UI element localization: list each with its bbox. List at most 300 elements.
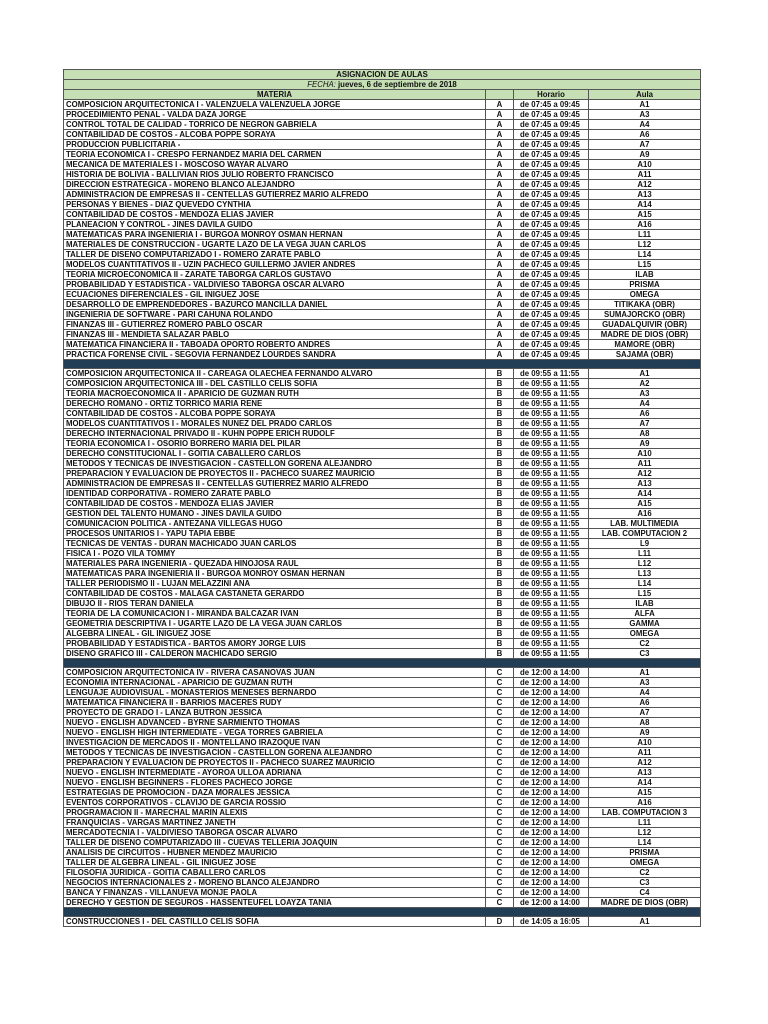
- cell-grp: C: [486, 728, 514, 738]
- cell-materia: MATERIALES PARA INGENIERIA - QUEZADA HINOJOSA RAUL: [64, 559, 486, 569]
- cell-hor: de 12:00 a 14:00: [514, 818, 589, 828]
- cell-aula: A1: [589, 917, 701, 927]
- table-row: [64, 768, 701, 778]
- cell-grp: A: [486, 160, 514, 170]
- cell-hor: de 09:55 a 11:55: [514, 629, 589, 639]
- cell-aula: OMEGA: [589, 858, 701, 868]
- cell-materia: MATEMATICAS PARA INGENIERIA II - BURGOA MONROY OSMAN HERNAN: [64, 569, 486, 579]
- table-row: [64, 469, 701, 479]
- cell-hor: de 07:45 a 09:45: [514, 250, 589, 260]
- table-row: [64, 260, 701, 270]
- table-row: [64, 559, 701, 569]
- table-row: [64, 330, 701, 340]
- cell-hor: de 09:55 a 11:55: [514, 579, 589, 589]
- cell-hor: de 12:00 a 14:00: [514, 748, 589, 758]
- date-cell: [64, 80, 701, 90]
- table-row: [64, 878, 701, 888]
- table-row: [64, 728, 701, 738]
- cell-hor: de 12:00 a 14:00: [514, 868, 589, 878]
- cell-hor: de 07:45 a 09:45: [514, 220, 589, 230]
- table-row: [64, 778, 701, 788]
- cell-aula: A15: [589, 788, 701, 798]
- table-row: [64, 489, 701, 499]
- cell-aula: GAMMA: [589, 619, 701, 629]
- cell-materia: GESTION DEL TALENTO HUMANO - JINES DAVILA GUIDO: [64, 509, 486, 519]
- table-row: [64, 449, 701, 459]
- cell-aula: A14: [589, 200, 701, 210]
- cell-hor: de 12:00 a 14:00: [514, 788, 589, 798]
- cell-materia: FINANZAS III - MENDIETA SALAZAR PABLO: [64, 330, 486, 340]
- header-grupo: [486, 90, 514, 100]
- cell-materia: DIBUJO II - RIOS TERAN DANIELA: [64, 599, 486, 609]
- cell-materia: TALLER PERIODISMO II - LUJAN MELAZZINI ANA: [64, 579, 486, 589]
- cell-hor: de 09:55 a 11:55: [514, 599, 589, 609]
- table-row: [64, 529, 701, 539]
- cell-materia: CONTROL TOTAL DE CALIDAD - TORRICO DE NEGRON GABRIELA: [64, 120, 486, 130]
- cell-aula: ILAB: [589, 270, 701, 280]
- cell-hor: de 09:55 a 11:55: [514, 429, 589, 439]
- cell-aula: A1: [589, 668, 701, 678]
- cell-grp: B: [486, 369, 514, 379]
- cell-materia: TEORIA MACROECONOMICA II - APARICIO DE GUZMAN RUTH: [64, 389, 486, 399]
- cell-aula: A11: [589, 459, 701, 469]
- cell-aula: C4: [589, 888, 701, 898]
- cell-materia: CONTABILIDAD DE COSTOS - MENDOZA ELIAS JAVIER: [64, 210, 486, 220]
- table-row: [64, 479, 701, 489]
- table-row: [64, 888, 701, 898]
- cell-hor: de 12:00 a 14:00: [514, 778, 589, 788]
- cell-materia: PROBABILIDAD Y ESTADISTICA - BARTOS AMORY JORGE LUIS: [64, 639, 486, 649]
- cell-aula: C2: [589, 639, 701, 649]
- cell-grp: A: [486, 140, 514, 150]
- cell-grp: C: [486, 778, 514, 788]
- cell-aula: ALFA: [589, 609, 701, 619]
- cell-materia: ECUACIONES DIFERENCIALES - GIL INIGUEZ JOSE: [64, 290, 486, 300]
- title-row: [64, 70, 701, 80]
- cell-grp: C: [486, 678, 514, 688]
- cell-materia: ADMINISTRACION DE EMPRESAS II - CENTELLAS GUTIERREZ MARIO ALFREDO: [64, 190, 486, 200]
- cell-hor: de 09:55 a 11:55: [514, 419, 589, 429]
- cell-hor: de 12:00 a 14:00: [514, 728, 589, 738]
- cell-aula: C3: [589, 649, 701, 659]
- cell-grp: C: [486, 848, 514, 858]
- cell-aula: PRISMA: [589, 280, 701, 290]
- cell-materia: HISTORIA DE BOLIVIA - BALLIVIAN RIOS JULIO ROBERTO FRANCISCO: [64, 170, 486, 180]
- cell-grp: C: [486, 758, 514, 768]
- table-row: [64, 439, 701, 449]
- cell-hor: de 07:45 a 09:45: [514, 200, 589, 210]
- cell-aula: A13: [589, 190, 701, 200]
- cell-grp: B: [486, 399, 514, 409]
- table-row: [64, 509, 701, 519]
- cell-grp: A: [486, 230, 514, 240]
- cell-materia: INVESTIGACION DE MERCADOS II - MONTELLANO IRAZOQUE IVAN: [64, 738, 486, 748]
- cell-aula: L11: [589, 230, 701, 240]
- cell-hor: de 12:00 a 14:00: [514, 668, 589, 678]
- cell-hor: de 12:00 a 14:00: [514, 708, 589, 718]
- cell-grp: B: [486, 409, 514, 419]
- cell-hor: de 07:45 a 09:45: [514, 110, 589, 120]
- cell-hor: de 07:45 a 09:45: [514, 280, 589, 290]
- cell-grp: C: [486, 768, 514, 778]
- table-row: [64, 619, 701, 629]
- table-row: [64, 569, 701, 579]
- cell-aula: MADRE DE DIOS (OBR): [589, 330, 701, 340]
- cell-materia: FISICA I - POZO VILA TOMMY: [64, 549, 486, 559]
- cell-aula: C2: [589, 868, 701, 878]
- cell-grp: B: [486, 489, 514, 499]
- cell-hor: de 09:55 a 11:55: [514, 649, 589, 659]
- cell-hor: de 12:00 a 14:00: [514, 898, 589, 908]
- cell-grp: B: [486, 529, 514, 539]
- cell-materia: CONTABILIDAD DE COSTOS - MENDOZA ELIAS JAVIER: [64, 499, 486, 509]
- cell-materia: MATEMATICA FINANCIERA II - BARRIOS MACERES RUDY: [64, 698, 486, 708]
- cell-grp: C: [486, 818, 514, 828]
- cell-materia: COMUNICACION POLITICA - ANTEZANA VILLEGAS HUGO: [64, 519, 486, 529]
- cell-grp: B: [486, 479, 514, 489]
- cell-hor: de 12:00 a 14:00: [514, 718, 589, 728]
- date-label: FECHA:: [307, 80, 336, 89]
- cell-aula: L11: [589, 818, 701, 828]
- cell-hor: de 09:55 a 11:55: [514, 459, 589, 469]
- cell-materia: DESARROLLO DE EMPRENDEDORES - BAZURCO MANCILLA DANIEL: [64, 300, 486, 310]
- table-row: [64, 459, 701, 469]
- cell-aula: A14: [589, 489, 701, 499]
- table-row: [64, 917, 701, 927]
- cell-grp: C: [486, 668, 514, 678]
- cell-materia: METODOS Y TECNICAS DE INVESTIGACION - CASTELLON GORENA ALEJANDRO: [64, 459, 486, 469]
- cell-hor: de 12:00 a 14:00: [514, 838, 589, 848]
- cell-grp: A: [486, 210, 514, 220]
- cell-materia: MECANICA DE MATERIALES I - MOSCOSO WAYAR ALVARO: [64, 160, 486, 170]
- header-materia: MATERIA: [64, 90, 486, 100]
- cell-aula: L11: [589, 549, 701, 559]
- table-row: [64, 220, 701, 230]
- cell-grp: A: [486, 180, 514, 190]
- cell-hor: de 07:45 a 09:45: [514, 290, 589, 300]
- cell-aula: A4: [589, 120, 701, 130]
- cell-aula: C3: [589, 878, 701, 888]
- cell-hor: de 09:55 a 11:55: [514, 449, 589, 459]
- cell-materia: FRANQUICIAS - VARGAS MARTINEZ JANETH: [64, 818, 486, 828]
- cell-hor: de 09:55 a 11:55: [514, 439, 589, 449]
- cell-grp: A: [486, 250, 514, 260]
- cell-aula: L9: [589, 539, 701, 549]
- cell-grp: A: [486, 190, 514, 200]
- cell-hor: de 07:45 a 09:45: [514, 100, 589, 110]
- cell-materia: CONTABILIDAD DE COSTOS - ALCOBA POPPE SORAYA: [64, 130, 486, 140]
- cell-grp: C: [486, 828, 514, 838]
- cell-hor: de 07:45 a 09:45: [514, 260, 589, 270]
- cell-grp: A: [486, 170, 514, 180]
- table-row: [64, 250, 701, 260]
- table-row: [64, 230, 701, 240]
- cell-grp: C: [486, 888, 514, 898]
- cell-grp: B: [486, 449, 514, 459]
- cell-materia: PROGRAMACION II - MARECHAL MARIN ALEXIS: [64, 808, 486, 818]
- table-row: [64, 180, 701, 190]
- table-row: [64, 589, 701, 599]
- cell-materia: COMPOSICION ARQUITECTONICA II - CAREAGA OLAECHEA FERNANDO ALVARO: [64, 369, 486, 379]
- cell-materia: MODELOS CUANTITATIVOS II - UZIN PACHECO GUILLERMO JAVIER ANDRES: [64, 260, 486, 270]
- cell-materia: DERECHO INTERNACIONAL PRIVADO II - KUHN POPPE ERICH RUDOLF: [64, 429, 486, 439]
- cell-materia: INGENIERIA DE SOFTWARE - PARI CAHUNA ROLANDO: [64, 310, 486, 320]
- cell-materia: PLANEACION Y CONTROL - JINES DAVILA GUIDO: [64, 220, 486, 230]
- cell-materia: TALLER DE DISENO COMPUTARIZADO I - ROMERO ZARATE PABLO: [64, 250, 486, 260]
- table-row: [64, 340, 701, 350]
- cell-aula: OMEGA: [589, 290, 701, 300]
- cell-materia: MODELOS CUANTITATIVOS I - MORALES NUNEZ DEL PRADO CARLOS: [64, 419, 486, 429]
- cell-grp: B: [486, 599, 514, 609]
- cell-grp: B: [486, 429, 514, 439]
- cell-aula: L12: [589, 240, 701, 250]
- cell-hor: de 12:00 a 14:00: [514, 678, 589, 688]
- cell-hor: de 07:45 a 09:45: [514, 170, 589, 180]
- table-row: [64, 140, 701, 150]
- block-separator-bar: [64, 908, 701, 917]
- block-separator: [64, 908, 701, 917]
- cell-hor: de 09:55 a 11:55: [514, 569, 589, 579]
- cell-aula: A7: [589, 140, 701, 150]
- cell-materia: METODOS Y TECNICAS DE INVESTIGACION - CASTELLON GORENA ALEJANDRO: [64, 748, 486, 758]
- table-row: [64, 808, 701, 818]
- cell-hor: de 12:00 a 14:00: [514, 768, 589, 778]
- cell-hor: de 09:55 a 11:55: [514, 589, 589, 599]
- cell-hor: de 09:55 a 11:55: [514, 499, 589, 509]
- table-row: [64, 649, 701, 659]
- cell-grp: A: [486, 150, 514, 160]
- cell-aula: L12: [589, 559, 701, 569]
- cell-grp: B: [486, 639, 514, 649]
- table-row: [64, 210, 701, 220]
- table-row: [64, 688, 701, 698]
- cell-grp: B: [486, 609, 514, 619]
- table-row: [64, 130, 701, 140]
- cell-grp: A: [486, 350, 514, 360]
- aulas-table-body: [64, 70, 701, 927]
- cell-aula: MAMORE (OBR): [589, 340, 701, 350]
- cell-hor: de 07:45 a 09:45: [514, 330, 589, 340]
- cell-aula: ILAB: [589, 599, 701, 609]
- cell-grp: B: [486, 439, 514, 449]
- cell-aula: A8: [589, 718, 701, 728]
- cell-materia: PROBABILIDAD Y ESTADISTICA - VALDIVIESO TABORGA OSCAR ALVARO: [64, 280, 486, 290]
- cell-grp: A: [486, 110, 514, 120]
- cell-hor: de 09:55 a 11:55: [514, 409, 589, 419]
- cell-grp: B: [486, 589, 514, 599]
- cell-materia: TECNICAS DE VENTAS - DURAN MACHICADO JUAN CARLOS: [64, 539, 486, 549]
- table-row: [64, 170, 701, 180]
- cell-grp: B: [486, 419, 514, 429]
- table-row: [64, 270, 701, 280]
- cell-hor: de 07:45 a 09:45: [514, 150, 589, 160]
- cell-materia: TALLER DE ALGEBRA LINEAL - GIL INIGUEZ JOSE: [64, 858, 486, 868]
- cell-aula: A2: [589, 379, 701, 389]
- cell-grp: B: [486, 519, 514, 529]
- cell-materia: MERCADOTECNIA I - VALDIVIESO TABORGA OSCAR ALVARO: [64, 828, 486, 838]
- cell-hor: de 12:00 a 14:00: [514, 828, 589, 838]
- table-row: [64, 290, 701, 300]
- cell-hor: de 07:45 a 09:45: [514, 320, 589, 330]
- cell-hor: de 14:05 a 16:05: [514, 917, 589, 927]
- cell-aula: L14: [589, 838, 701, 848]
- cell-materia: PREPARACION Y EVALUACION DE PROYECTOS II - PACHECO SUAREZ MAURICIO: [64, 758, 486, 768]
- cell-grp: A: [486, 340, 514, 350]
- cell-grp: C: [486, 878, 514, 888]
- cell-materia: TEORIA ECONOMICA I - OSORIO BORRERO MARIA DEL PILAR: [64, 439, 486, 449]
- cell-hor: de 07:45 a 09:45: [514, 340, 589, 350]
- cell-materia: NUEVO - ENGLISH INTERMEDIATE - AYOROA ULLOA ADRIANA: [64, 768, 486, 778]
- cell-grp: B: [486, 549, 514, 559]
- table-row: [64, 310, 701, 320]
- table-row: [64, 708, 701, 718]
- cell-grp: C: [486, 808, 514, 818]
- cell-aula: A8: [589, 429, 701, 439]
- cell-grp: A: [486, 330, 514, 340]
- cell-materia: PERSONAS Y BIENES - DIAZ QUEVEDO CYNTHIA: [64, 200, 486, 210]
- table-row: [64, 519, 701, 529]
- table-row: [64, 738, 701, 748]
- cell-hor: de 07:45 a 09:45: [514, 210, 589, 220]
- cell-hor: de 09:55 a 11:55: [514, 389, 589, 399]
- cell-aula: L15: [589, 260, 701, 270]
- cell-aula: A1: [589, 100, 701, 110]
- table-row: [64, 868, 701, 878]
- cell-hor: de 09:55 a 11:55: [514, 639, 589, 649]
- cell-materia: PRACTICA FORENSE CIVIL - SEGOVIA FERNANDEZ LOURDES SANDRA: [64, 350, 486, 360]
- table-row: [64, 639, 701, 649]
- cell-aula: A9: [589, 439, 701, 449]
- cell-materia: DIRECCION ESTRATEGICA - MORENO BLANCO ALEJANDRO: [64, 180, 486, 190]
- cell-materia: COMPOSICION ARQUITECTONICA I - VALENZUELA VALENZUELA JORGE: [64, 100, 486, 110]
- cell-grp: A: [486, 270, 514, 280]
- cell-hor: de 09:55 a 11:55: [514, 369, 589, 379]
- cell-hor: de 07:45 a 09:45: [514, 230, 589, 240]
- cell-grp: C: [486, 788, 514, 798]
- cell-aula: L14: [589, 579, 701, 589]
- cell-materia: PROCEDIMIENTO PENAL - VALDA DAZA JORGE: [64, 110, 486, 120]
- cell-grp: B: [486, 629, 514, 639]
- cell-grp: C: [486, 718, 514, 728]
- table-row: [64, 350, 701, 360]
- cell-hor: de 12:00 a 14:00: [514, 698, 589, 708]
- table-row: [64, 698, 701, 708]
- table-row: [64, 190, 701, 200]
- cell-grp: B: [486, 649, 514, 659]
- table-row: [64, 788, 701, 798]
- cell-materia: PROYECTO DE GRADO I - LANZA BUTRON JESSICA: [64, 708, 486, 718]
- cell-grp: A: [486, 320, 514, 330]
- cell-materia: BANCA Y FINANZAS - VILLANUEVA MONJE PAOLA: [64, 888, 486, 898]
- cell-hor: de 07:45 a 09:45: [514, 140, 589, 150]
- date-value: jueves, 6 de septiembre de 2018: [338, 80, 457, 89]
- cell-materia: MATEMATICAS PARA INGENIERIA I - BURGOA MONROY OSMAN HERNAN: [64, 230, 486, 240]
- table-row: [64, 599, 701, 609]
- block-separator: [64, 360, 701, 369]
- table-row: [64, 848, 701, 858]
- cell-hor: de 07:45 a 09:45: [514, 240, 589, 250]
- table-row: [64, 160, 701, 170]
- table-row: [64, 150, 701, 160]
- cell-materia: PREPARACION Y EVALUACION DE PROYECTOS II - PACHECO SUAREZ MAURICIO: [64, 469, 486, 479]
- cell-materia: COMPOSICION ARQUITECTONICA IV - RIVERA CASANOVAS JUAN: [64, 668, 486, 678]
- cell-materia: DERECHO Y GESTION DE SEGUROS - HASSENTEUFEL LOAYZA TANIA: [64, 898, 486, 908]
- cell-materia: TEORIA ECONOMICA I - CRESPO FERNANDEZ MARIA DEL CARMEN: [64, 150, 486, 160]
- table-row: [64, 609, 701, 619]
- cell-aula: A4: [589, 688, 701, 698]
- block-separator-bar: [64, 659, 701, 668]
- cell-aula: A15: [589, 499, 701, 509]
- aulas-table: [63, 69, 701, 927]
- cell-hor: de 09:55 a 11:55: [514, 549, 589, 559]
- cell-hor: de 07:45 a 09:45: [514, 130, 589, 140]
- cell-aula: LAB. MULTIMEDIA: [589, 519, 701, 529]
- cell-materia: PRODUCCION PUBLICITARIA -: [64, 140, 486, 150]
- table-row: [64, 838, 701, 848]
- cell-aula: L15: [589, 589, 701, 599]
- sheet-title: ASIGNACION DE AULAS: [64, 70, 701, 80]
- cell-aula: A16: [589, 509, 701, 519]
- cell-grp: B: [486, 539, 514, 549]
- cell-hor: de 12:00 a 14:00: [514, 758, 589, 768]
- cell-hor: de 12:00 a 14:00: [514, 858, 589, 868]
- cell-aula: A9: [589, 150, 701, 160]
- table-row: [64, 389, 701, 399]
- cell-hor: de 12:00 a 14:00: [514, 888, 589, 898]
- cell-materia: TALLER DE DISENO COMPUTARIZADO III - CUEVAS TELLERIA JOAQUIN: [64, 838, 486, 848]
- cell-materia: MATEMATICA FINANCIERA II - TABOADA OPORTO ROBERTO ANDRES: [64, 340, 486, 350]
- table-row: [64, 549, 701, 559]
- cell-materia: ESTRATEGIAS DE PROMOCION - DAZA MORALES JESSICA: [64, 788, 486, 798]
- cell-aula: LAB. COMPUTACION 2: [589, 529, 701, 539]
- cell-hor: de 12:00 a 14:00: [514, 798, 589, 808]
- header-horario: Horario: [514, 90, 589, 100]
- cell-materia: LENGUAJE AUDIOVISUAL - MONASTERIOS MENESES BERNARDO: [64, 688, 486, 698]
- cell-materia: CONTABILIDAD DE COSTOS - MALAGA CASTANETA GERARDO: [64, 589, 486, 599]
- cell-materia: NUEVO - ENGLISH BEGINNERS - FLORES PACHECO JORGE: [64, 778, 486, 788]
- cell-hor: de 12:00 a 14:00: [514, 848, 589, 858]
- table-row: [64, 539, 701, 549]
- cell-aula: A16: [589, 798, 701, 808]
- table-row: [64, 758, 701, 768]
- cell-aula: A6: [589, 698, 701, 708]
- cell-hor: de 09:55 a 11:55: [514, 609, 589, 619]
- cell-materia: CONTABILIDAD DE COSTOS - ALCOBA POPPE SORAYA: [64, 409, 486, 419]
- cell-grp: A: [486, 260, 514, 270]
- cell-grp: B: [486, 459, 514, 469]
- table-row: [64, 429, 701, 439]
- cell-materia: MATERIALES DE CONSTRUCCION - UGARTE LAZO DE LA VEGA JUAN CARLOS: [64, 240, 486, 250]
- table-row: [64, 379, 701, 389]
- cell-materia: TEORIA MICROECONOMICA II - ZARATE TABORGA CARLOS GUSTAVO: [64, 270, 486, 280]
- cell-materia: DISENO GRAFICO III - CALDERON MACHICADO SERGIO: [64, 649, 486, 659]
- table-row: [64, 110, 701, 120]
- cell-aula: A9: [589, 728, 701, 738]
- cell-aula: A12: [589, 469, 701, 479]
- cell-aula: A11: [589, 170, 701, 180]
- cell-aula: A11: [589, 748, 701, 758]
- cell-grp: C: [486, 798, 514, 808]
- cell-grp: B: [486, 469, 514, 479]
- cell-grp: A: [486, 310, 514, 320]
- column-header-row: [64, 90, 701, 100]
- cell-hor: de 09:55 a 11:55: [514, 379, 589, 389]
- table-row: [64, 858, 701, 868]
- cell-hor: de 09:55 a 11:55: [514, 479, 589, 489]
- cell-grp: B: [486, 569, 514, 579]
- cell-hor: de 09:55 a 11:55: [514, 559, 589, 569]
- cell-grp: B: [486, 379, 514, 389]
